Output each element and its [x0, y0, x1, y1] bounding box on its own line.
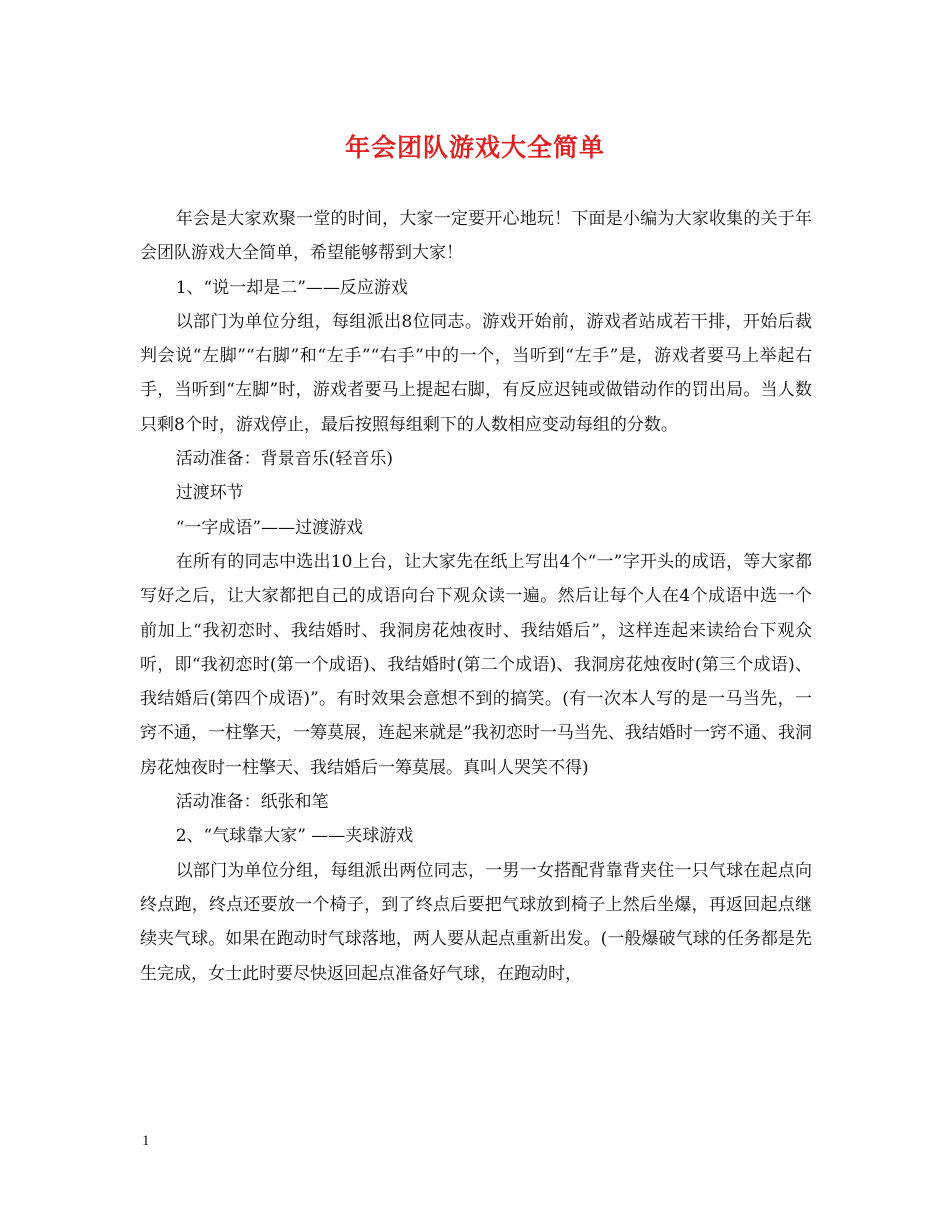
section-heading-game-1: 1、“说一却是二”——反应游戏	[175, 277, 408, 298]
document-body	[140, 202, 812, 991]
game-1-preparation: 活动准备：背景音乐(轻音乐)	[175, 449, 393, 470]
section-heading-game-2: 2、“气球靠大家” ——夹球游戏	[175, 826, 414, 847]
transition-heading: 过渡环节	[175, 483, 244, 504]
transition-game-description: 在所有的同志中选出10上台，让大家先在纸上写出4个“一”字开头的成语，等大家都写好之后，让大家都把自己的成语向台下观众读一遍。然后让每个人在4个成语中选一个前加上“我初恋时、我结婚时、我洞房花烛夜时、我结婚后”，这样连起来读给台下观众听，即“我初恋时(第一个成语)、我结婚时(第二个成语)、我洞房花烛夜时(第三个成语)、我结婚后(第四个成语)”。有时效果会意想不到的搞笑。(有一次本人写的是一马当先，一窍不通，一柱擎天，一筹莫展，连起来就是”我初恋时一马当先、我结婚时一窍不通、我洞房花烛夜时一柱擎天、我结婚后一筹莫展。真叫人哭笑不得)	[140, 551, 812, 778]
transition-game-heading: “一字成语”——过渡游戏	[175, 517, 364, 538]
intro-paragraph: 年会是大家欢聚一堂的时间，大家一定要开心地玩！下面是小编为大家收集的关于年会团队游戏大全简单，希望能够帮到大家！	[140, 209, 812, 264]
game-2-description: 以部门为单位分组，每组派出两位同志，一男一女搭配背靠背夹住一只气球在起点向终点跑，终点还要放一个椅子，到了终点后要把气球放到椅子上然后坐爆，再返回起点继续夹气球。如果在跑动时气球落地，两人要从起点重新出发。(一般爆破气球的任务都是先生完成，女士此时要尽快返回起点准备好气球，在跑动时，	[140, 860, 812, 984]
document-title: 年会团队游戏大全简单	[344, 133, 605, 162]
game-1-description: 以部门为单位分组，每组派出8位同志。游戏开始前，游戏者站成若干排，开始后裁判会说“左脚”“右脚”和“左手”“右手”中的一个，当听到“左手”是，游戏者要马上举起右手，当听到“左脚”时，游戏者要马上提起右脚，有反应迟钝或做错动作的罚出局。当人数只剩8个时，游戏停止，最后按照每组剩下的人数相应变动每组的分数。	[140, 311, 812, 435]
transition-game-preparation: 活动准备：纸张和笔	[175, 792, 329, 813]
page-number: 1	[142, 1133, 150, 1149]
